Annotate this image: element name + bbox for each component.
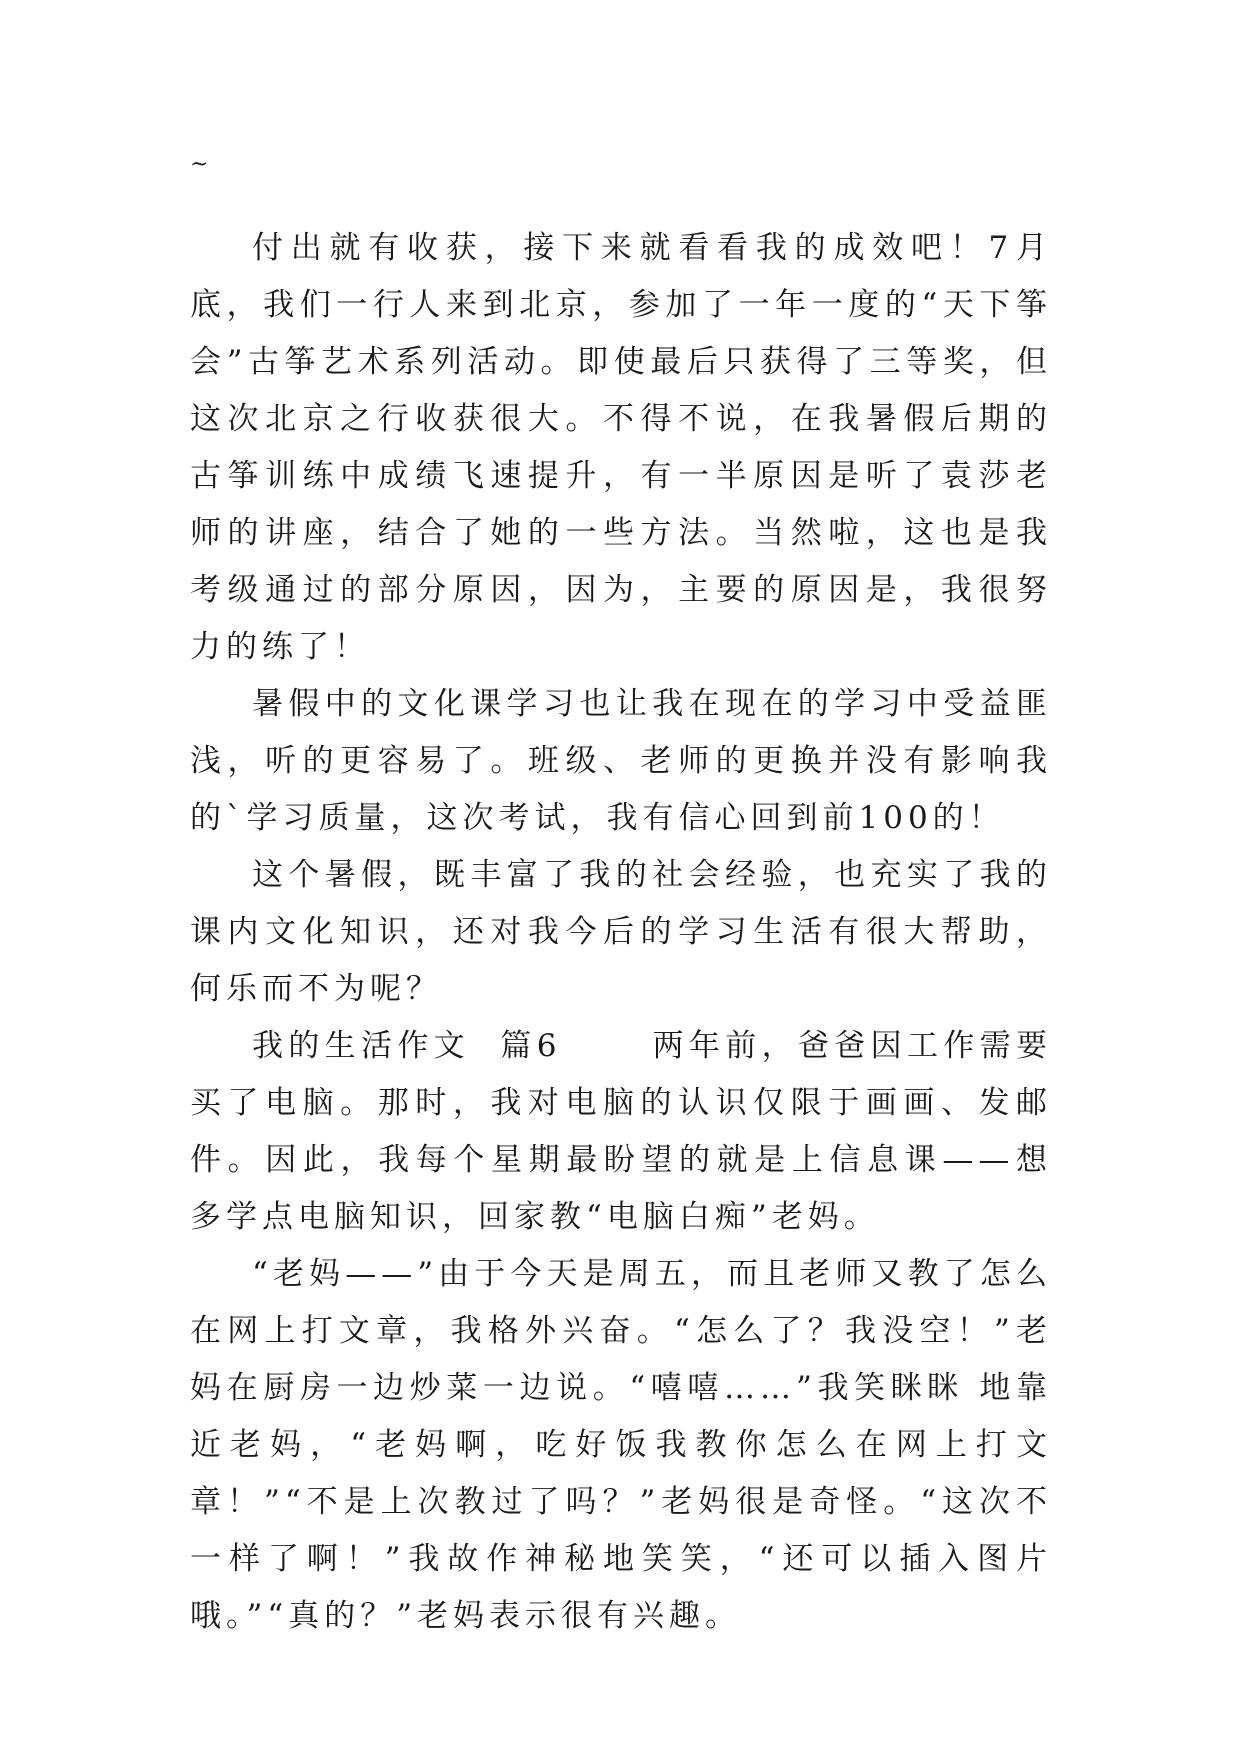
paragraph: 我的生活作文 篇6 两年前，爸爸因工作需要买了电脑。那时，我对电脑的认识仅限于画画、发邮件。因此，我每个星期最盼望的就是上信息课——想多学点电脑知识，回家教“电脑白痴”老妈。 (190, 1028, 1052, 1235)
body-text (190, 220, 1052, 1645)
paragraph: 暑假中的文化课学习也让我在现在的学习中受益匪浅，听的更容易了。班级、老师的更换并没有影响我的`学习质量，这次考试，我有信心回到前100的！ (190, 686, 1052, 836)
paragraph: 付出就有收获，接下来就看看我的成效吧！7月底，我们一行人来到北京，参加了一年一度的“天下筝会”古筝艺术系列活动。即使最后只获得了三等奖，但这次北京之行收获很大。不得不说，在我暑假后期的古筝训练中成绩飞速提升，有一半原因是听了袁莎老师的讲座，结合了她的一些方法。当然啦，这也是我考级通过的部分原因，因为，主要的原因是，我很努力的练了！ (190, 230, 1052, 665)
header-mark: ~ (190, 152, 209, 177)
paragraph: “老妈——”由于今天是周五，而且老师又教了怎么在网上打文章，我格外兴奋。“怎么了？我没空！”老妈在厨房一边炒菜一边说。“嘻嘻……”我笑眯眯 地靠近老妈，“老妈啊，吃好饭我教你怎么在网上打文章！”“不是上次教过了吗？”老妈很是奇怪。“这次不一样了啊！”我故作神秘地笑笑，“还可以插入图片 哦。”“真的？”老妈表示很有兴趣。 (190, 1256, 1052, 1634)
paragraph: 这个暑假，既丰富了我的社会经验，也充实了我的课内文化知识，还对我今后的学习生活有很大帮助，何乐而不为呢？ (190, 857, 1052, 1007)
